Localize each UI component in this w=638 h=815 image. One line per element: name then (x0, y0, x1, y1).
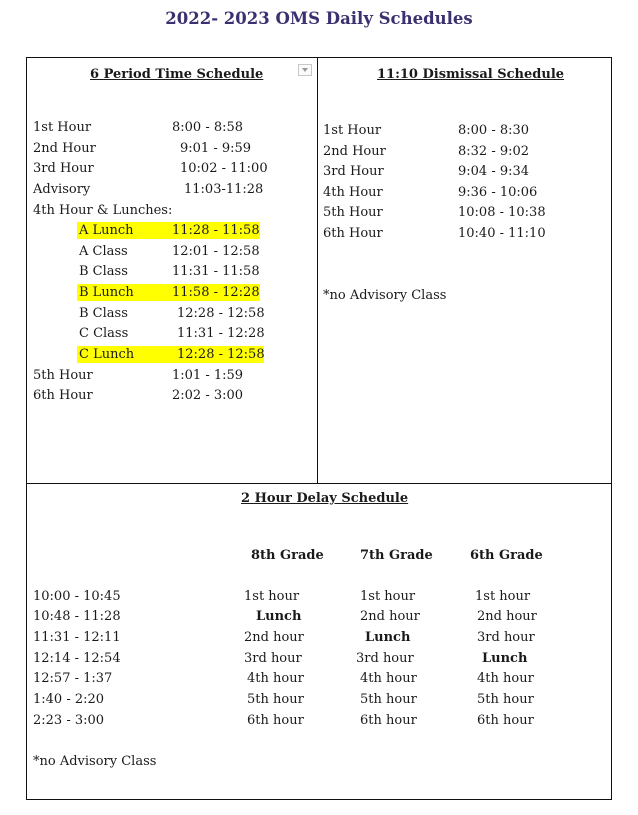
row-label: C Lunch (79, 347, 135, 362)
page-title: 2022- 2023 OMS Daily Schedules (165, 9, 473, 28)
row-label: 2nd Hour (323, 144, 386, 159)
delay-g7: 6th hour (360, 713, 417, 728)
row-time: 12:28 - 12:58 (177, 306, 265, 321)
dismissal-heading: 11:10 Dismissal Schedule (377, 67, 565, 82)
row-time: 11:31 - 12:28 (177, 326, 265, 341)
delay-g6: 2nd hour (477, 609, 537, 624)
delay-g8: 2nd hour (244, 630, 304, 645)
row-label: A Lunch (79, 223, 134, 238)
row-time: 10:08 - 10:38 (458, 205, 546, 220)
delay-heading: 2 Hour Delay Schedule (241, 491, 409, 506)
delay-g7: 5th hour (360, 692, 417, 707)
delay-time: 1:40 - 2:20 (33, 692, 105, 707)
row-label: 2nd Hour (33, 141, 96, 156)
delay-g6: 1st hour (475, 589, 531, 604)
six-period-heading: 6 Period Time Schedule (90, 67, 264, 82)
row-label: 1st Hour (33, 120, 92, 135)
row-time: 11:31 - 11:58 (172, 264, 260, 279)
delay-time: 10:00 - 10:45 (33, 589, 121, 604)
row-time: 11:28 - 11:58 (172, 223, 260, 238)
dismissal-note: *no Advisory Class (323, 288, 447, 303)
row-time: 10:02 - 11:00 (180, 161, 268, 176)
row-time: 8:32 - 9:02 (458, 144, 530, 159)
row-label: 1st Hour (323, 123, 382, 138)
row-label: 5th Hour (33, 368, 93, 383)
grade-header-8th: 8th Grade (251, 548, 324, 563)
dismissal-box (317, 57, 612, 484)
delay-g8: Lunch (256, 609, 302, 624)
row-label: C Class (79, 326, 129, 341)
row-label: B Class (79, 264, 128, 279)
row-time: 9:36 - 10:06 (458, 185, 538, 200)
row-label: B Class (79, 306, 128, 321)
row-time: 8:00 - 8:58 (172, 120, 244, 135)
delay-g6: 6th hour (477, 713, 534, 728)
delay-g8: 1st hour (244, 589, 300, 604)
delay-time: 12:14 - 12:54 (33, 651, 121, 666)
row-time: 1:01 - 1:59 (172, 368, 244, 383)
delay-g7: 3rd hour (356, 651, 414, 666)
grade-header-7th: 7th Grade (360, 548, 433, 563)
row-label: 6th Hour (323, 226, 383, 241)
delay-g7: 2nd hour (360, 609, 420, 624)
row-label: 3rd Hour (323, 164, 384, 179)
delay-g6: 4th hour (477, 671, 534, 686)
delay-g7: Lunch (365, 630, 411, 645)
row-label: 4th Hour (323, 185, 383, 200)
delay-g8: 5th hour (247, 692, 304, 707)
delay-time: 12:57 - 1:37 (33, 671, 113, 686)
delay-g8: 6th hour (247, 713, 304, 728)
delay-g6: 5th hour (477, 692, 534, 707)
delay-g8: 4th hour (247, 671, 304, 686)
row-label: 6th Hour (33, 388, 93, 403)
row-time: 10:40 - 11:10 (458, 226, 546, 241)
row-time: 12:28 - 12:58 (177, 347, 265, 362)
row-time: 8:00 - 8:30 (458, 123, 530, 138)
delay-note: *no Advisory Class (33, 754, 157, 769)
row-label: B Lunch (79, 285, 134, 300)
dropdown-arrow-icon[interactable] (298, 64, 312, 76)
row-time: 12:01 - 12:58 (172, 244, 260, 259)
delay-time: 11:31 - 12:11 (33, 630, 121, 645)
row-label: Advisory (33, 182, 91, 197)
row-time: 11:03-11:28 (184, 182, 264, 197)
row-label: 3rd Hour (33, 161, 94, 176)
row-time: 9:04 - 9:34 (458, 164, 530, 179)
grade-header-6th: 6th Grade (470, 548, 543, 563)
delay-g6: 3rd hour (477, 630, 535, 645)
row-label: A Class (79, 244, 128, 259)
row-time: 11:58 - 12:28 (172, 285, 260, 300)
delay-g8: 3rd hour (244, 651, 302, 666)
delay-time: 10:48 - 11:28 (33, 609, 121, 624)
delay-time: 2:23 - 3:00 (33, 713, 105, 728)
delay-g7: 4th hour (360, 671, 417, 686)
row-time: 2:02 - 3:00 (172, 388, 244, 403)
row-label: 4th Hour & Lunches: (33, 203, 173, 218)
delay-g7: 1st hour (360, 589, 416, 604)
row-time: 9:01 - 9:59 (180, 141, 252, 156)
row-label: 5th Hour (323, 205, 383, 220)
delay-g6: Lunch (482, 651, 528, 666)
